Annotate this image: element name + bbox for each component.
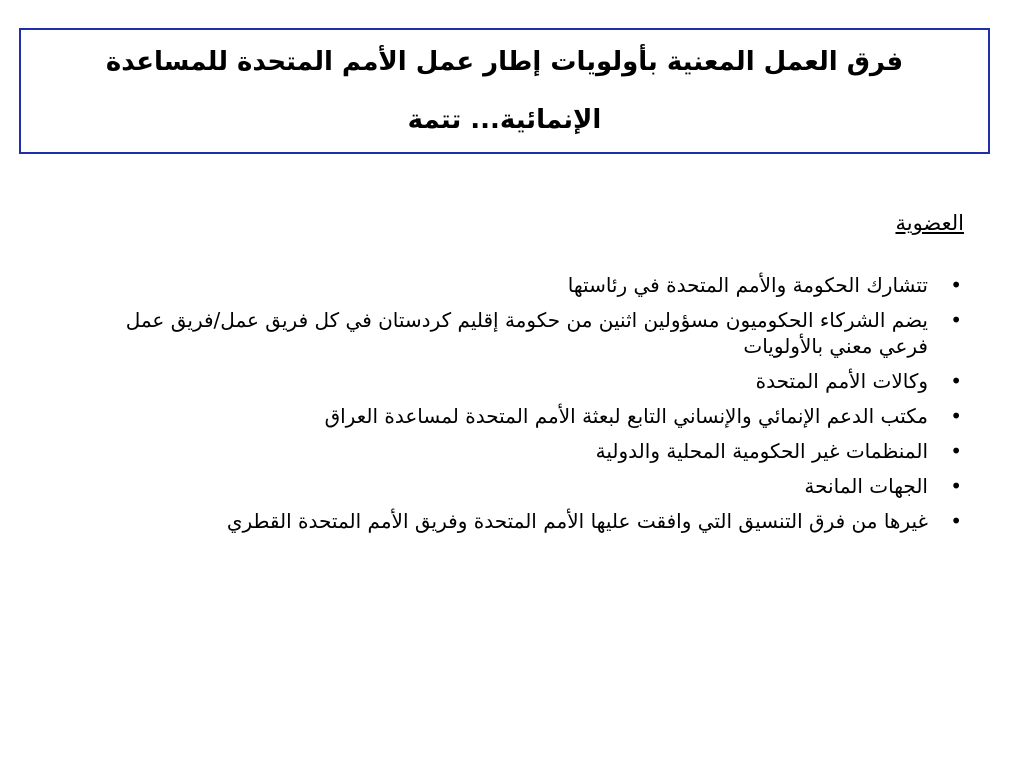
list-item-text: الجهات المانحة (804, 474, 928, 498)
bullet-dot-icon: • (950, 308, 962, 332)
list-item-text: غيرها من فرق التنسيق التي وافقت عليها الأمم المتحدة وفريق الأمم المتحدة القطري (226, 509, 928, 533)
list-item-text: المنظمات غير الحكومية المحلية والدولية (595, 439, 928, 463)
section-heading: العضوية (895, 211, 964, 235)
title-box (19, 28, 990, 154)
list-item (82, 307, 962, 359)
list-item (82, 508, 962, 534)
bullet-dot-icon: • (950, 273, 962, 297)
bullet-dot-icon: • (950, 404, 962, 428)
list-item-text: يضم الشركاء الحكوميون مسؤولين اثنين من حكومة إقليم كردستان في كل فريق عمل/فريق عمل فرعي معني بالأولويات (125, 308, 928, 358)
bullet-dot-icon: • (950, 369, 962, 393)
bullet-list (82, 272, 962, 543)
list-item (82, 438, 962, 464)
list-item-text: مكتب الدعم الإنمائي والإنساني التابع لبعثة الأمم المتحدة لمساعدة العراق (324, 404, 928, 428)
bullet-dot-icon: • (950, 509, 962, 533)
list-item (82, 368, 962, 394)
slide-title: فرق العمل المعنية بأولويات إطار عمل الأمم المتحدة للمساعدة الإنمائية... تتمة (105, 47, 904, 135)
bullet-dot-icon: • (950, 474, 962, 498)
list-item (82, 272, 962, 298)
list-item-text: تتشارك الحكومة والأمم المتحدة في رئاستها (567, 273, 928, 297)
list-item (82, 473, 962, 499)
list-item (82, 403, 962, 429)
bullet-dot-icon: • (950, 439, 962, 463)
list-item-text: وكالات الأمم المتحدة (755, 369, 928, 393)
